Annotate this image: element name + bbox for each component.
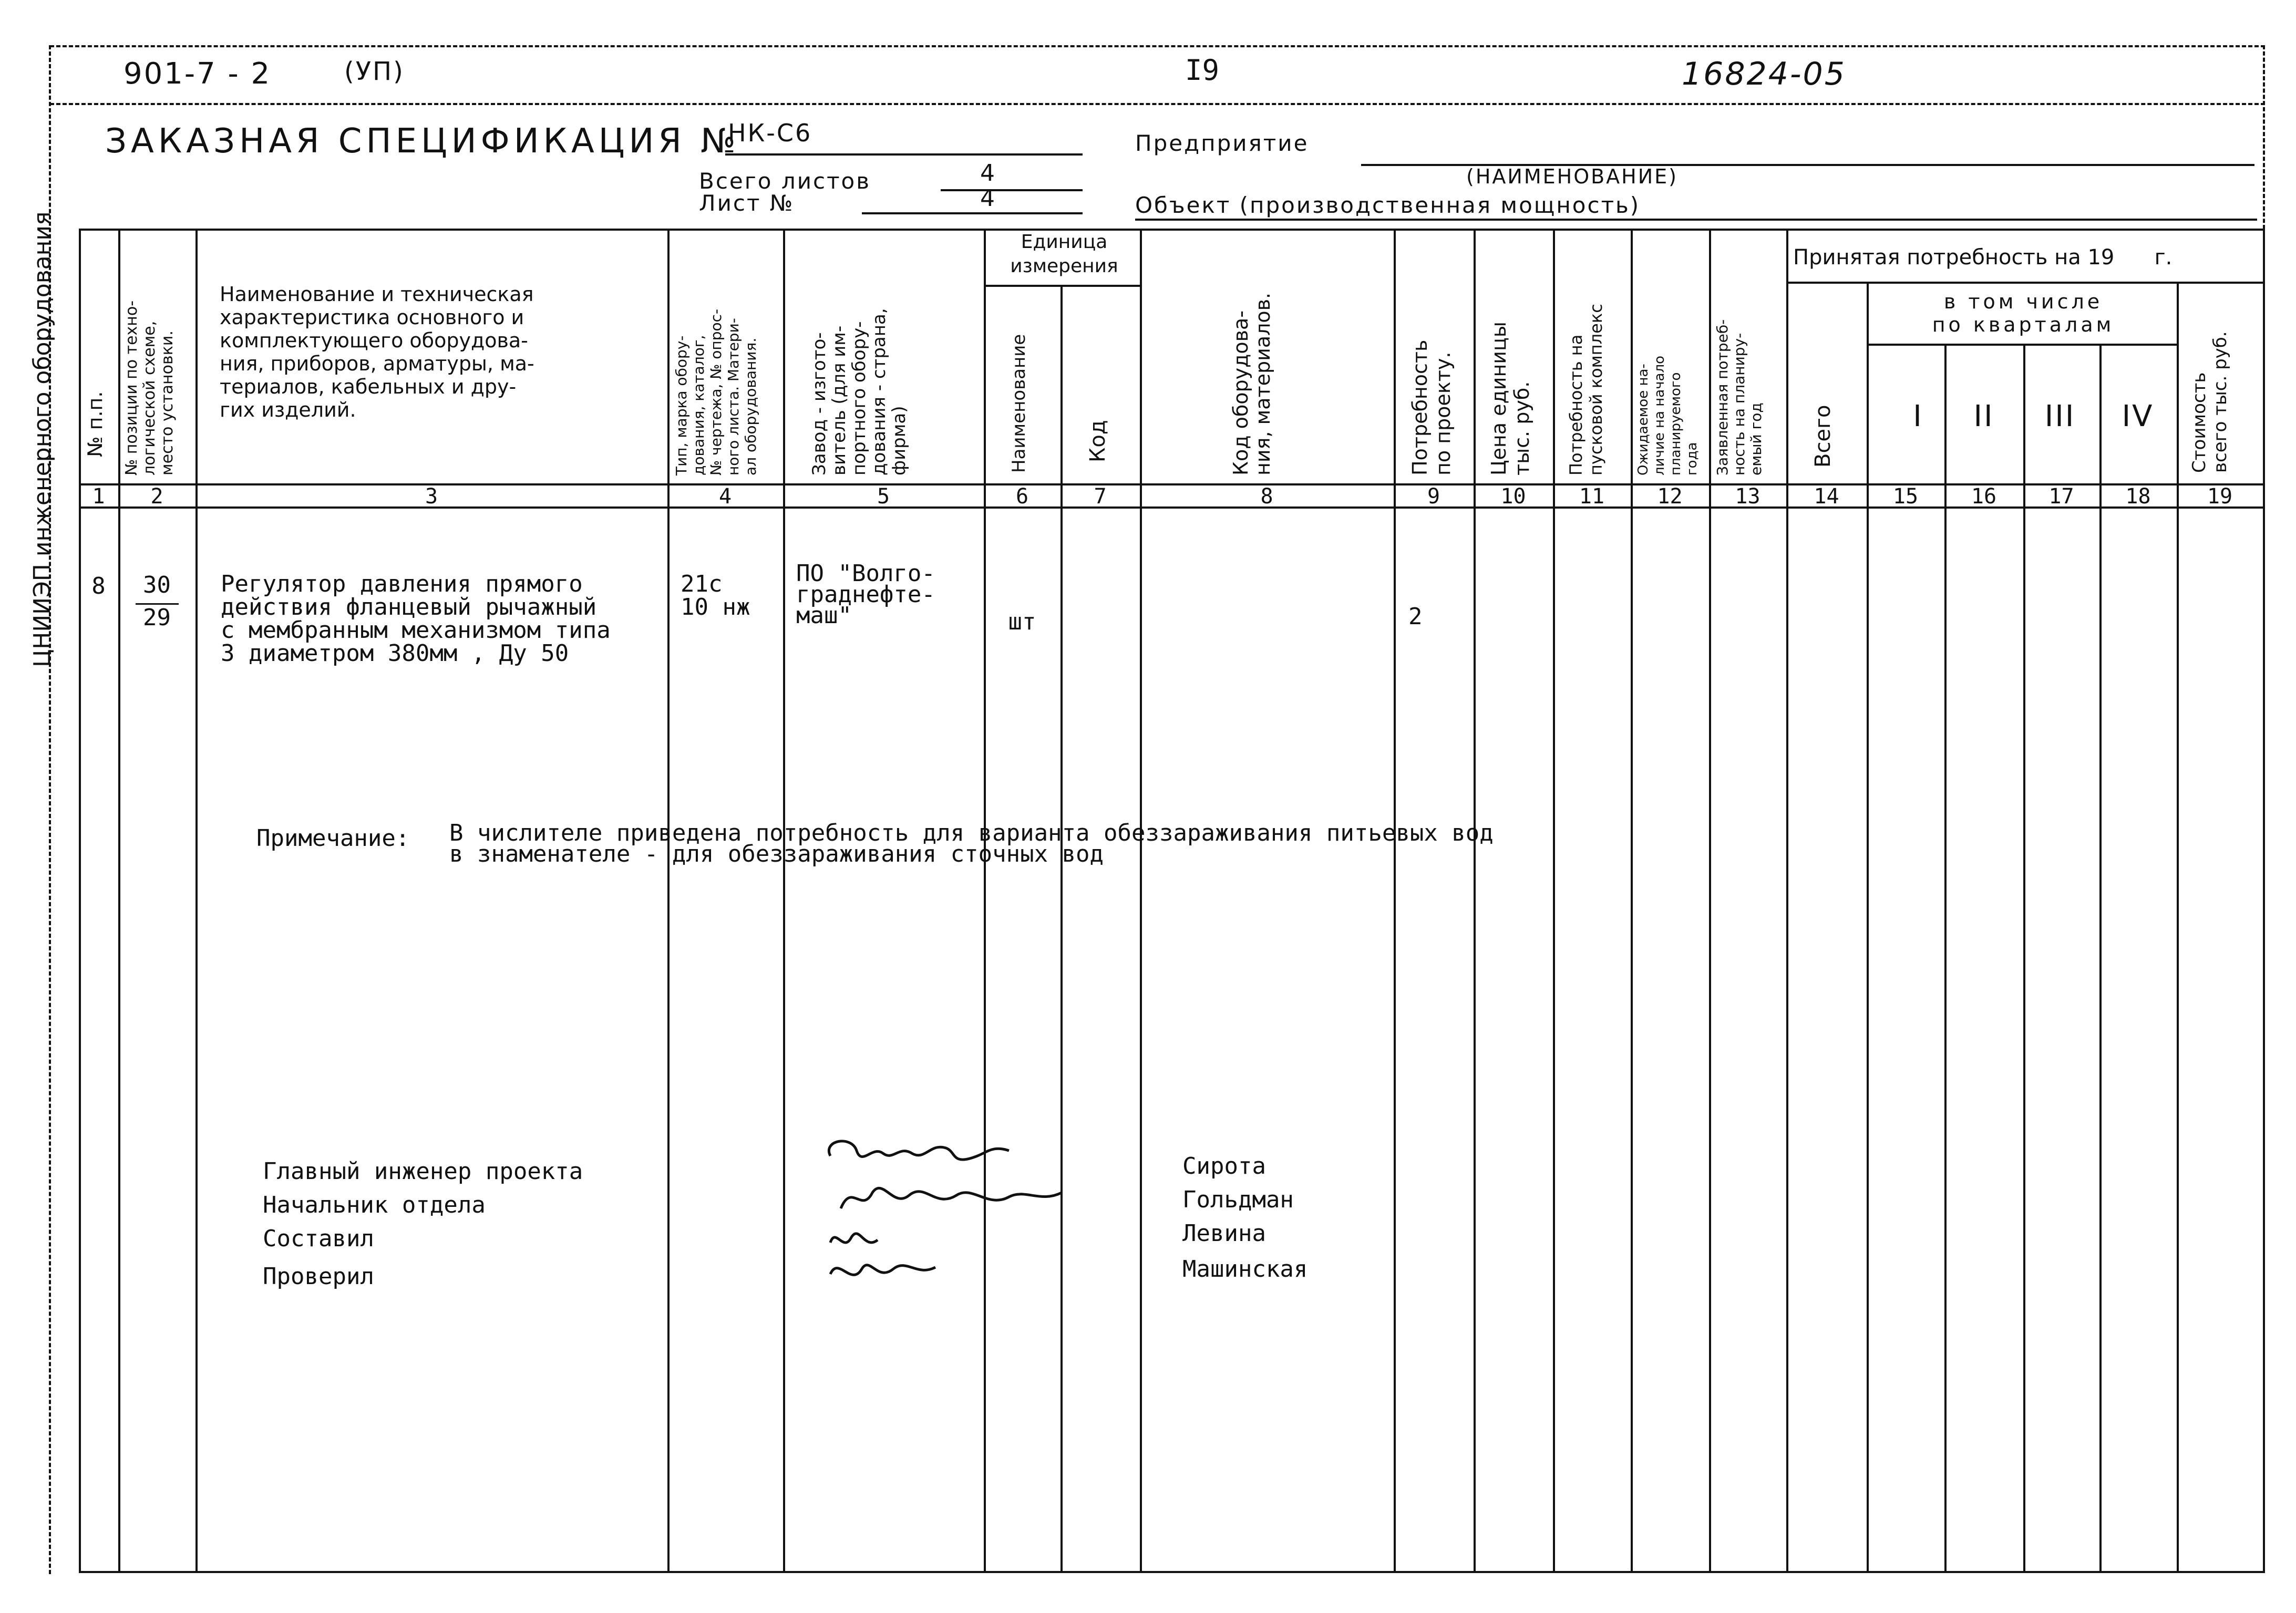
frame-right <box>2263 45 2265 229</box>
signature-name-goldman: Гольдман <box>1182 1186 1294 1213</box>
object-underline <box>1135 219 2257 221</box>
signature-scribble-1 <box>829 1141 1009 1160</box>
col-number-8: 8 <box>1260 484 1273 509</box>
total-sheets-underline <box>941 189 1083 191</box>
col-header-11: Потребность на пусковой комплекс <box>1566 304 1606 475</box>
col-line-16 <box>2023 344 2025 1571</box>
col-header-q1: I <box>1913 399 1923 433</box>
col-header-accepted: Принятая потребность на 19 г. <box>1793 245 2173 270</box>
note-line-2: в знаменателе - для обеззараживания сточных вод <box>449 841 1104 867</box>
col-line-7 <box>1140 229 1142 1571</box>
col-header-9: Потребность по проекту. <box>1408 339 1455 475</box>
col-header-10: Цена единицы тыс. руб. <box>1487 322 1533 475</box>
col-line-0 <box>79 229 81 1571</box>
enterprise-label: Предприятие <box>1135 130 1309 156</box>
col-number-15: 15 <box>1892 484 1919 509</box>
col-header-5: Завод - изгото- витель (для им- портного обору- дования - страна, фирма) <box>809 308 910 475</box>
enterprise-caption: (НАИМЕНОВАНИЕ) <box>1466 165 1678 188</box>
col-line-5 <box>984 229 986 1571</box>
row-item-need: 2 <box>1408 603 1423 630</box>
note-line-1: В числителе приведена потребность для варианта обеззараживания питьевых вод <box>449 820 1494 846</box>
signature-scribble-3 <box>830 1234 878 1243</box>
signature-scribble-2 <box>841 1188 1062 1208</box>
col-header-1: № п.п. <box>84 391 107 457</box>
col-number-6: 6 <box>1015 484 1029 509</box>
col-line-13 <box>1786 229 1788 1571</box>
sheet-number-label: Лист № <box>699 190 795 216</box>
col-number-13: 13 <box>1735 484 1760 509</box>
col-line-1 <box>118 229 120 1571</box>
signature-scribble-4 <box>830 1265 935 1275</box>
handwritten-signatures <box>820 1130 1072 1303</box>
signature-role-checked-by: Проверил <box>263 1263 374 1290</box>
table-bottom-line <box>79 1571 2265 1573</box>
spec-number-underline <box>725 153 1083 156</box>
sheet-number-value: 4 <box>980 185 996 212</box>
col-line-8 <box>1394 229 1396 1571</box>
col-header-q3: III <box>2044 399 2076 433</box>
col-header-7: Код <box>1086 420 1110 462</box>
col-header-12: Ожидаемое на- личие на начало планируемого года <box>1635 356 1700 475</box>
total-sheets-label: Всего листов <box>699 168 871 194</box>
spec-title: ЗАКАЗНАЯ СПЕЦИФИКАЦИЯ № <box>105 122 740 161</box>
col-number-16: 16 <box>1971 484 1997 509</box>
col-line-17 <box>2099 344 2102 1571</box>
frame-header-divider <box>50 103 2265 105</box>
col-number-3: 3 <box>425 484 438 509</box>
signature-role-department-head: Начальник отдела <box>263 1192 486 1218</box>
col-header-19: Стоимость всего тыс. руб. <box>2189 331 2231 473</box>
row-position-numerator: 30 <box>143 572 171 598</box>
col-header-quarters-group: в том числе по кварталам <box>1932 290 2115 336</box>
col-header-3: Наименование и техническая характеристика основного и комплектующего оборудова- ния, приборов, арматуры, ма- териалов, кабельных и дру- гих изделий. <box>220 283 534 421</box>
col-line-12 <box>1709 229 1711 1571</box>
row-position-denominator: 29 <box>143 604 171 631</box>
col-line-4 <box>783 229 785 1571</box>
col-number-1: 1 <box>92 484 105 509</box>
spec-number: НК-С6 <box>728 119 812 147</box>
col-line-9 <box>1474 229 1476 1571</box>
col-number-9: 9 <box>1427 484 1440 509</box>
table-top-line <box>79 229 2265 231</box>
col-line-14 <box>1867 282 1869 1571</box>
col-line-19 <box>2263 229 2265 1571</box>
col-number-11: 11 <box>1579 484 1605 509</box>
col-number-17: 17 <box>2048 484 2074 509</box>
col-number-10: 10 <box>1500 484 1526 509</box>
side-organization-label: ЦНИИЭП инженерного оборудования <box>29 211 56 667</box>
col-number-4: 4 <box>718 484 732 509</box>
album-code: (УП) <box>344 57 405 86</box>
col-header-q2: II <box>1973 399 1994 433</box>
col-header-2: № позиции по техно- логической схеме, место установки. <box>122 300 177 475</box>
note-label: Примечание: <box>256 825 410 852</box>
col-line-2 <box>195 229 198 1571</box>
col-number-14: 14 <box>1814 484 1839 509</box>
accepted-divider <box>1786 282 2265 284</box>
row-item-type: 21с 10 нж <box>681 571 750 621</box>
series-code: 901-7 - 2 <box>123 57 272 91</box>
col-line-3 <box>667 229 670 1571</box>
col-line-6 <box>1061 285 1063 1571</box>
col-number-12: 12 <box>1657 484 1683 509</box>
row-item-name: Регулятор давления прямого действия фланцевый рычажный с мембранным механизмом типа 3 диаметром 380мм , Ду 50 <box>221 571 611 667</box>
total-sheets-value: 4 <box>980 160 996 187</box>
col-header-4: Тип, марка обору- дования, каталог, № чертежа, № опрос- ного листа. Матери- ал оборудования. <box>673 308 759 475</box>
signature-name-sirota: Сирота <box>1182 1153 1266 1180</box>
col-header-6: Наименование <box>1008 334 1029 473</box>
col-number-7: 7 <box>1094 484 1107 509</box>
col-header-q4: IV <box>2122 399 2154 433</box>
col-number-19: 19 <box>2207 484 2233 509</box>
col-line-15 <box>1944 344 1947 1571</box>
col-header-8: Код оборудова- ния, материалов. <box>1229 292 1274 475</box>
col-header-unit-group: Единица измерения <box>1010 231 1118 277</box>
sheet-number-underline <box>862 212 1083 214</box>
inventory-number: 16824-05 <box>1682 56 1846 92</box>
col-number-18: 18 <box>2125 484 2151 509</box>
signature-role-compiled-by: Составил <box>263 1225 374 1252</box>
row-item-maker: ПО "Волго- граднефте- маш" <box>796 560 935 629</box>
row-item-unit: шт <box>1008 608 1036 635</box>
page-number: I9 <box>1185 54 1220 87</box>
quarters-divider <box>1867 344 2177 346</box>
signature-name-mashinskaya: Машинская <box>1182 1256 1308 1283</box>
col-header-14: Всего <box>1811 405 1835 468</box>
signature-role-chief-engineer: Главный инженер проекта <box>263 1158 583 1185</box>
col-line-18 <box>2177 282 2179 1571</box>
frame-top <box>50 45 2265 47</box>
object-label: Объект (производственная мощность) <box>1135 192 1641 218</box>
col-line-10 <box>1553 229 1555 1571</box>
col-header-13: Заявленная потреб- ность на планиру- емый год <box>1714 319 1765 475</box>
signature-name-levina: Левина <box>1182 1220 1266 1247</box>
col-line-11 <box>1631 229 1633 1571</box>
row-number: 8 <box>91 573 106 599</box>
col-number-2: 2 <box>150 484 163 509</box>
col-number-5: 5 <box>877 484 890 509</box>
